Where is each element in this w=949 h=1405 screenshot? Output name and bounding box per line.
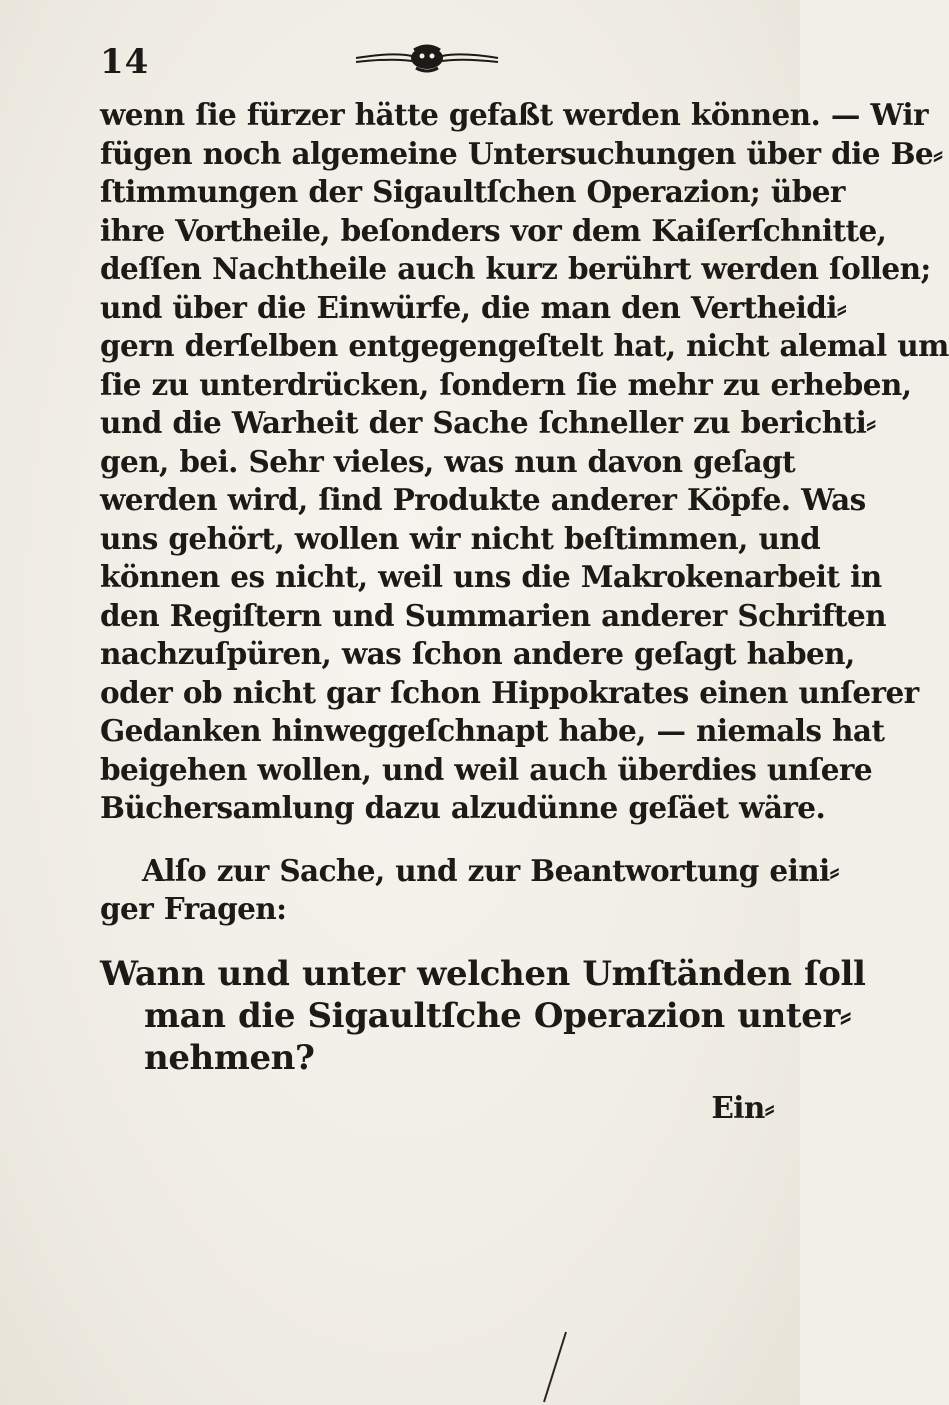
decorative-head-ornament-icon <box>352 44 502 72</box>
text-line: nachzuſpüren, was ſchon andere geſagt haben, <box>100 636 855 671</box>
text-line: können es nicht, weil uns die Makrokenarbeit in <box>100 559 882 594</box>
text-line: fügen noch algemeine Untersuchungen über die Be⸗ <box>100 135 943 171</box>
text-line: gen, bei. Sehr vieles, was nun davon geſagt <box>100 443 796 479</box>
text-line: gern derſelben entgegengeſtelt hat, nicht alemal um <box>100 328 949 363</box>
text-line: Büchersamlung dazu alzudünne geſäet wäre. <box>100 790 826 825</box>
body-text <box>100 96 949 1127</box>
heading-line: nehmen? <box>144 1037 315 1078</box>
text-line: ſtimmungen der Sigaultſchen Operazion; über <box>100 174 845 209</box>
text-line: beigehen wollen, und weil auch überdies unſere <box>100 751 872 787</box>
heading-line: man die Sigaultſche Operazion unter⸗ <box>144 995 851 1036</box>
text-line: und über die Einwürfe, die man den Vertheidi⸗ <box>100 289 847 325</box>
section-question-heading <box>100 953 866 1079</box>
text-line: ihre Vortheile, beſonders vor dem Kaiſerſchnitte, <box>100 212 887 248</box>
page-number: 14 <box>100 42 150 82</box>
text-line: uns gehört, wollen wir nicht beſtimmen, und <box>100 520 821 556</box>
heading-line: Wann und unter welchen Umſtänden ſoll <box>100 953 866 994</box>
text-line: Alſo zur Sache, und zur Beantwortung eini⸗ <box>142 852 839 888</box>
text-line: oder ob nicht gar ſchon Hippokrates einen unſerer <box>100 674 919 710</box>
text-line: werden wird, ſind Produkte anderer Köpfe. Was <box>100 482 866 517</box>
text-line: den Regiſtern und Summarien anderer Schriften <box>100 597 886 633</box>
paragraph-gap <box>100 828 788 852</box>
text-line: ſie zu unterdrücken, ſondern ſie mehr zu erheben, <box>100 366 912 402</box>
text-line: deſſen Nachtheile auch kurz berührt werden ſollen; <box>100 251 931 286</box>
ink-stroke-icon <box>540 1330 570 1405</box>
text-line: wenn ſie fürzer hätte gefaßt werden können. — Wir <box>100 97 928 132</box>
text-line: Gedanken hinweggeſchnapt habe, — niemals hat <box>100 713 885 748</box>
paragraph-gap <box>100 929 788 953</box>
text-line: und die Warheit der Sache ſchneller zu berichti⸗ <box>100 405 876 440</box>
catchword: Ein⸗ <box>711 1089 774 1125</box>
text-line: ger Fragen: <box>100 891 287 926</box>
